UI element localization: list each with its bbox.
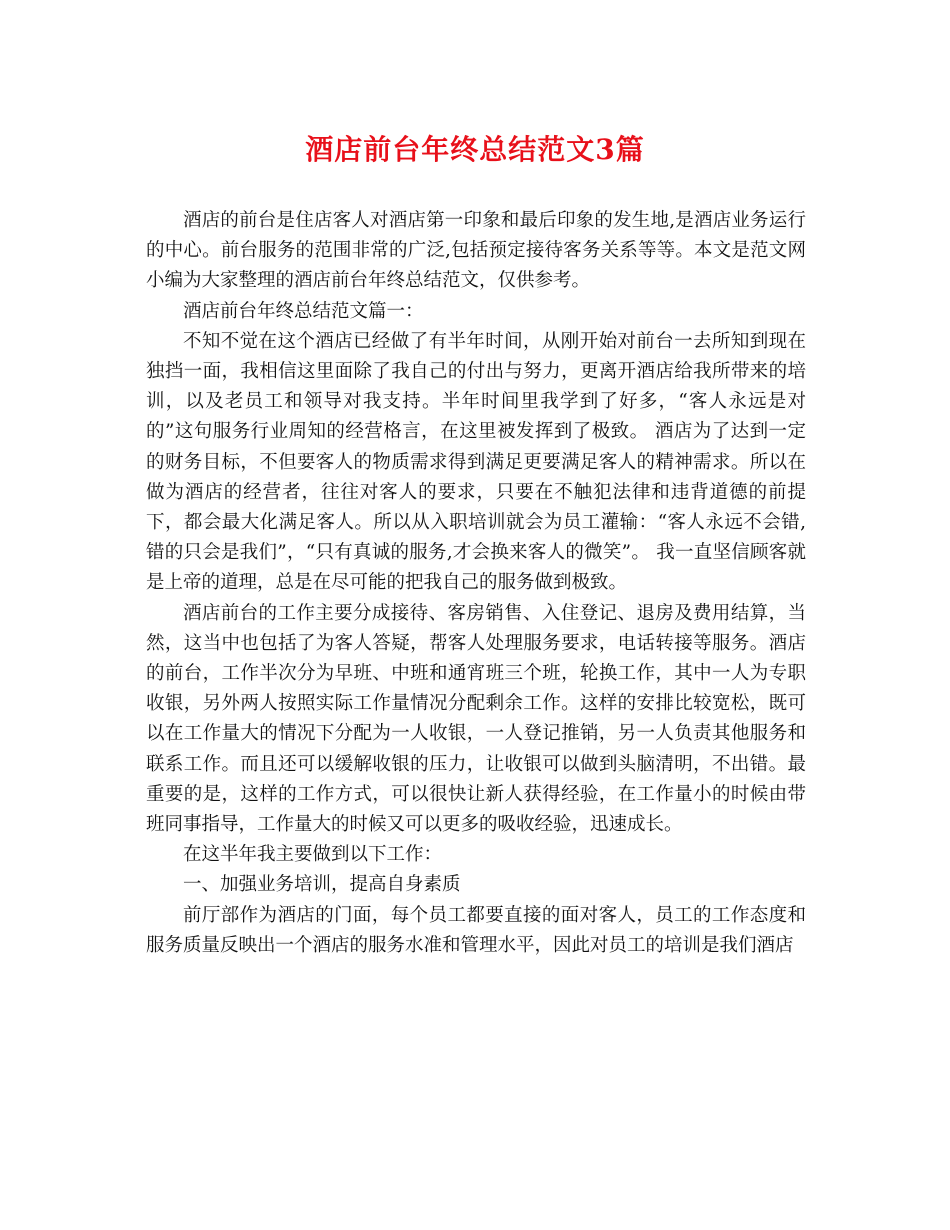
document-title: 酒店前台年终总结范文3篇 bbox=[305, 133, 645, 166]
body-paragraph: 前厅部作为酒店的门面，每个员工都要直接的面对客人，员工的工作态度和服务质量反映出一个酒店的服务水准和管理水平，因此对员工的培训是我们酒店 bbox=[146, 904, 806, 956]
body-paragraph: 不知不觉在这个酒店已经做了有半年时间，从刚开始对前台一去所知到现在独挡一面，我相信这里面除了我自己的付出与努力，更离开酒店给我所带来的培训，以及老员工和领导对我支持。半年时间里我学到了好多，“客人永远是对的”这句服务行业周知的经营格言，在这里被发挥到了极致。 酒店为了达到一定的财务目标，不但要客人的物质需求得到满足更要满足客人的精神需求。所以在做为酒店的经营者，往往对客人的要求，只要在不触犯法律和违背道德的前提下，都会最大化满足客人。所以从入职培训就会为员工灌输：“客人永远不会错,错的只会是我们”，“只有真诚的服务,才会换来客人的微笑”。 我一直坚信顾客就是上帝的道理，总是在尽可能的把我自己的服务做到极致。 bbox=[146, 330, 806, 594]
body-paragraph: 在这半年我主要做到以下工作： bbox=[183, 844, 443, 866]
section-heading-part-one: 酒店前台年终总结范文篇一： bbox=[183, 300, 424, 322]
body-paragraph: 酒店前台的工作主要分成接待、客房销售、入住登记、退房及费用结算，当然，这当中也包括了为客人答疑，帮客人处理服务要求，电话转接等服务。酒店的前台，工作半次分为早班、中班和通宵班三个班，轮换工作，其中一人为专职收银，另外两人按照实际工作量情况分配剩余工作。这样的安排比较宽松，既可以在工作量大的情况下分配为一人收银，一人登记推销，另一人负责其他服务和联系工作。而且还可以缓解收银的压力，让收银可以做到头脑清明，不出错。最重要的是，这样的工作方式，可以很快让新人获得经验，在工作量小的时候由带班同事指导，工作量大的时候又可以更多的吸收经验，迅速成长。 bbox=[146, 602, 806, 836]
intro-paragraph: 酒店的前台是住店客人对酒店第一印象和最后印象的发生地,是酒店业务运行的中心。前台服务的范围非常的广泛,包括预定接待客务关系等等。本文是范文网小编为大家整理的酒店前台年终总结范文，仅供参考。 bbox=[146, 210, 806, 292]
subsection-heading: 一、加强业务培训，提高自身素质 bbox=[183, 874, 461, 896]
document-body bbox=[146, 206, 806, 961]
